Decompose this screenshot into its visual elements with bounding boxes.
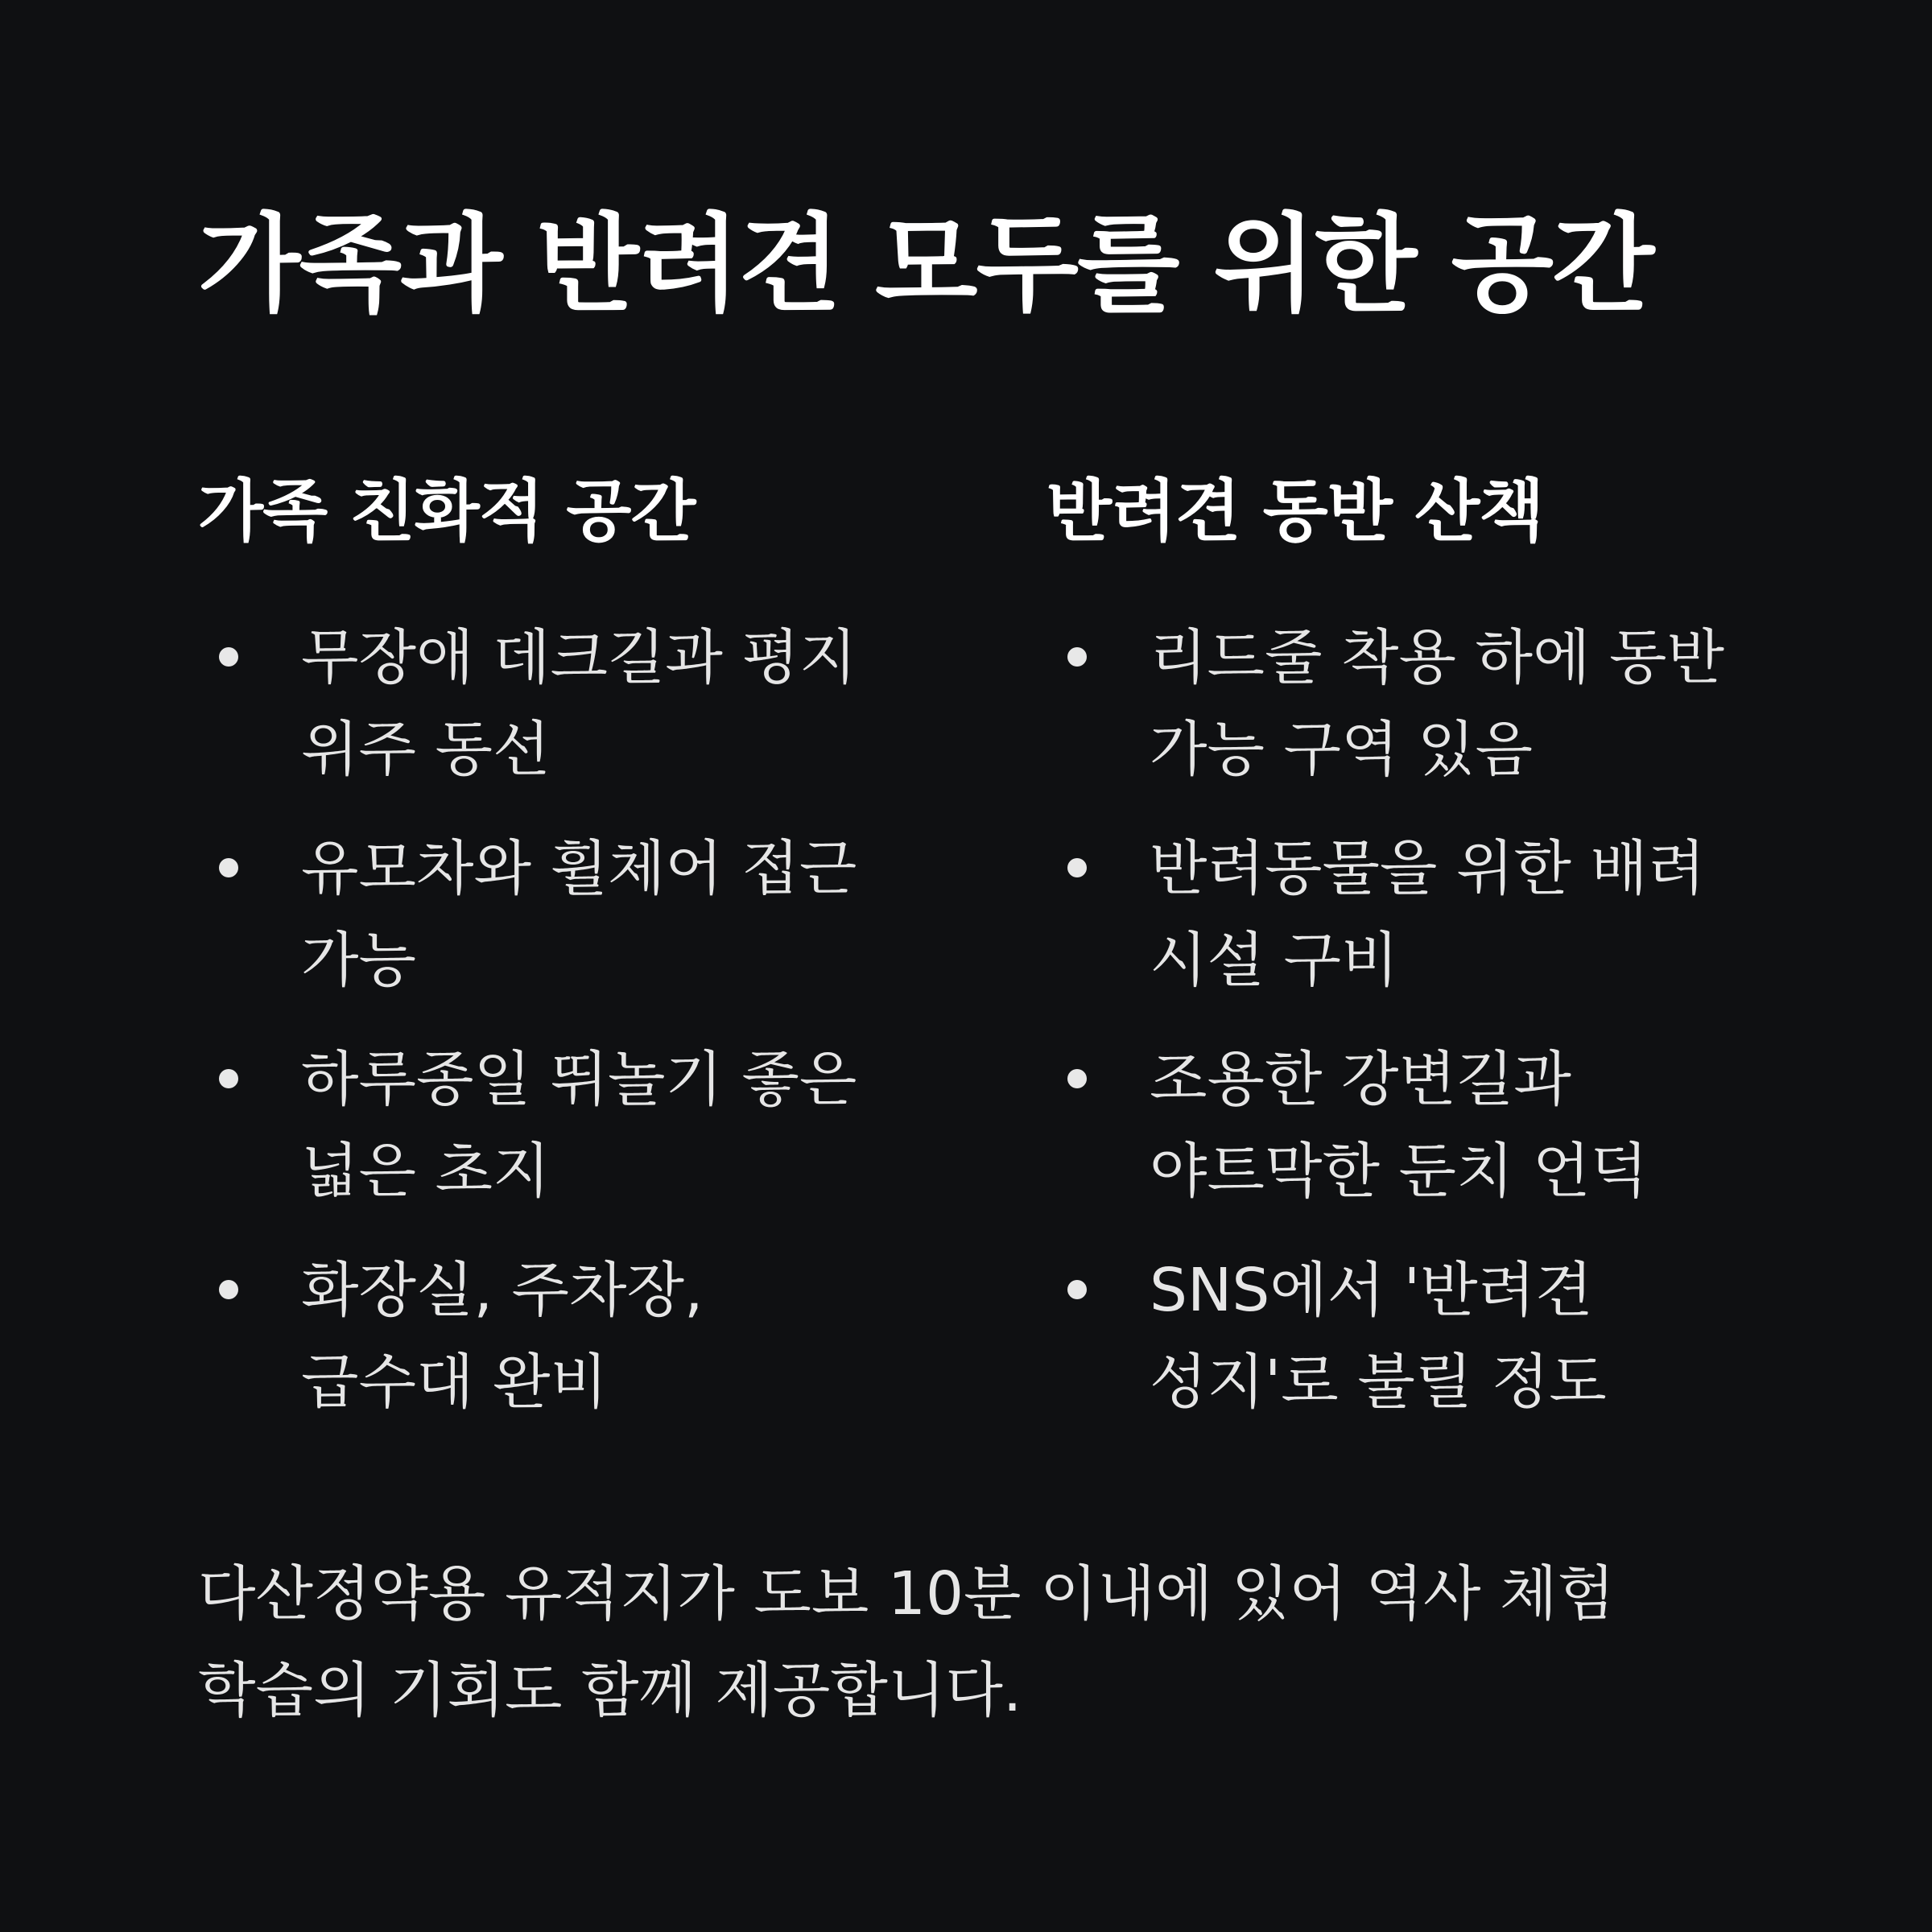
list-item-text: 하루종일 뛰놀기 좋은 넓은 초지 bbox=[301, 1045, 857, 1206]
bullet-icon bbox=[1067, 647, 1087, 667]
bullet-icon bbox=[1067, 1069, 1087, 1088]
bullet-icon bbox=[219, 1280, 238, 1299]
list-item-text: 반려동물을 위한 배려 시설 구비 bbox=[1150, 834, 1706, 995]
list-item bbox=[198, 612, 906, 805]
list-item bbox=[1046, 612, 1755, 805]
bullet-icon bbox=[219, 647, 238, 667]
list-item bbox=[1046, 1034, 1755, 1227]
bullet-icon bbox=[219, 1069, 238, 1088]
list-item bbox=[198, 1034, 906, 1227]
list-item-text: SNS에서 '반려견 성지'로 불릴 정도 bbox=[1150, 1256, 1607, 1417]
list-item bbox=[1046, 823, 1755, 1016]
list-item-text: 리드줄 착용 하에 동반 가능 구역 있음 bbox=[1150, 623, 1724, 784]
list-item-text: 조용한 강변길과 야트막한 둔치 언덕 bbox=[1150, 1045, 1648, 1206]
list-item bbox=[1046, 1245, 1755, 1438]
list-item-text: 화장실, 주차장, 급수대 완비 bbox=[301, 1256, 704, 1417]
footer-note: 다산정약용 유적지가 도보 10분 이내에 있어 역사 체험 학습의 기회도 함께 제공합니다. bbox=[198, 1559, 1615, 1725]
list-item bbox=[198, 1245, 906, 1438]
bullet-icon bbox=[1067, 858, 1087, 877]
bullet-icon bbox=[1067, 1280, 1087, 1299]
list-item-text: 무장애 데크길과 평지 위주 동선 bbox=[301, 623, 857, 784]
pet-walk-column bbox=[1046, 467, 1755, 1417]
family-friendly-column bbox=[198, 467, 906, 1417]
family-friendly-heading: 가족 친화적 공간 bbox=[198, 472, 696, 551]
list-item-text: 유모차와 휠체어 접근 가능 bbox=[301, 834, 857, 995]
list-item bbox=[198, 823, 906, 1016]
page-title: 가족과 반려견 모두를 위한 공간 bbox=[198, 203, 1653, 327]
pet-walk-heading: 반려견 동반 산책 bbox=[1046, 472, 1544, 551]
bullet-icon bbox=[219, 858, 238, 877]
